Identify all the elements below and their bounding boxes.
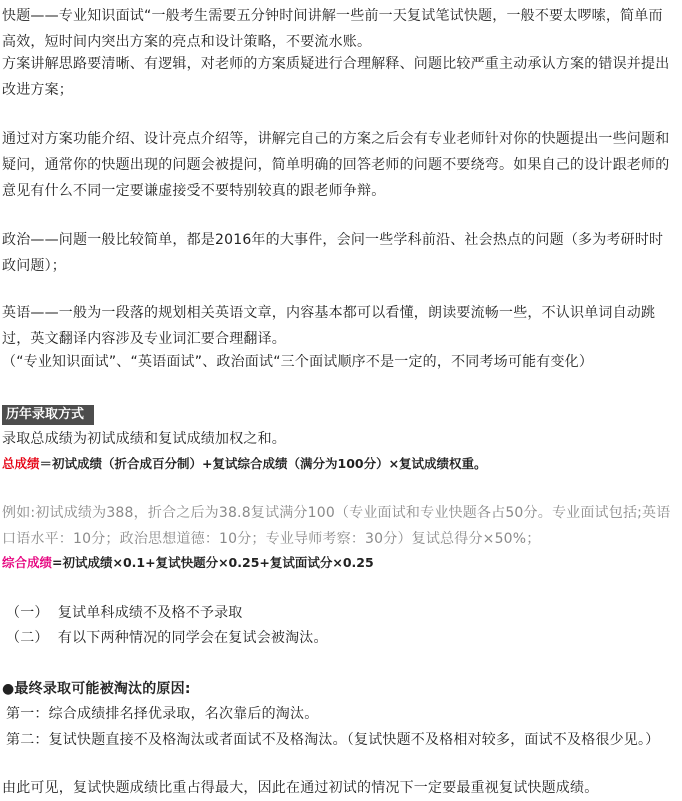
paragraph-text: ●最终录取可能被淘汰的原因: [2,681,191,697]
paragraph-text: 例如:初试成绩为388，折合之后为38.8复试满分100（专业面试和专业快题各占50分。专业面试包括;英语口语水平：10分；政治思想道德：10分；专业导师考察：30分）复试总得分×50%； [2,505,671,547]
list-item-text: （二） 有以下两种情况的同学会在复试会被淘汰。 [6,630,328,646]
paragraph-elimination-reasons [2,676,676,702]
paragraph-presentation [2,126,676,204]
paragraph-text: 快题——专业知识面试“一般考生需要五分钟时间讲解一些前一天复试笔试快题，一般不要太啰嗦，简单而高效，短时间内突出方案的亮点和设计策略，不要流水账。 [2,8,663,50]
paragraph-quick-design-intro [2,3,676,55]
paragraph-interview-order [2,349,676,375]
paragraph-text: 第二：复试快题直接不及格淘汰或者面试不及格淘汰。（复试快题不及格相对较多，面试不及格很少见。） [6,732,660,748]
list-item-two [2,625,676,651]
paragraph-text: （“专业知识面试”、“英语面试”、政治面试“三个面试顺序不是一定的，不同考场可能有变化） [2,354,594,370]
list-item-text: （一） 复试单科成绩不及格不予录取 [6,605,243,621]
paragraph-text: 英语——一般为一段落的规划相关英语文章，内容基本都可以看懂，朗读要流畅一些，不认识单词自动跳过，英文翻译内容涉及专业词汇要合理翻译。 [2,305,656,347]
formula-text: ＝初试成绩（折合成百分制）+复试综合成绩（满分为100分）×复试成绩权重。 [39,456,487,471]
paragraph-english [2,300,676,352]
list-item-one [2,600,676,626]
formula-label: 总成绩 [2,456,40,471]
paragraph-reason-two [2,727,676,753]
formula-composite-score [2,552,676,574]
paragraph-politics [2,227,676,279]
paragraph-admission-total [2,426,676,452]
paragraph-text: 录取总成绩为初试成绩和复试成绩加权之和。 [2,431,286,447]
paragraph-text: 政治——问题一般比较简单，都是2016年的大事件，会问一些学科前沿、社会热点的问题（多为考研时时政问题）； [2,232,664,274]
paragraph-text: 由此可见，复试快题成绩比重占得最大，因此在通过初试的情况下一定要最重视复试快题成绩。 [2,780,599,796]
formula-total-score [2,453,676,475]
paragraph-conclusion [2,775,676,801]
paragraph-text: 第一：综合成绩排名择优录取，名次靠后的淘汰。 [6,706,319,722]
paragraph-explanation [2,51,676,103]
section-heading [2,403,676,425]
paragraph-example [2,500,676,552]
formula-label: 综合成绩 [2,555,53,570]
paragraph-text: 通过对方案功能介绍、设计亮点介绍等，讲解完自己的方案之后会有专业老师针对你的快题提出一些问题和疑问，通常你的快题出现的问题会被提问，简单明确的回答老师的问题不要绕弯。如果自己的设计跟老师的意见有什么不同一定要谦虚接受不要特别较真的跟老师争辩。 [2,131,670,199]
paragraph-reason-one [2,701,676,727]
section-heading-label: 历年录取方式 [2,405,94,425]
formula-text: =初试成绩×0.1+复试快题分×0.25+复试面试分×0.25 [52,555,374,570]
paragraph-text: 方案讲解思路要清晰、有逻辑，对老师的方案质疑进行合理解释、问题比较严重主动承认方案的错误并提出改进方案； [2,56,670,98]
